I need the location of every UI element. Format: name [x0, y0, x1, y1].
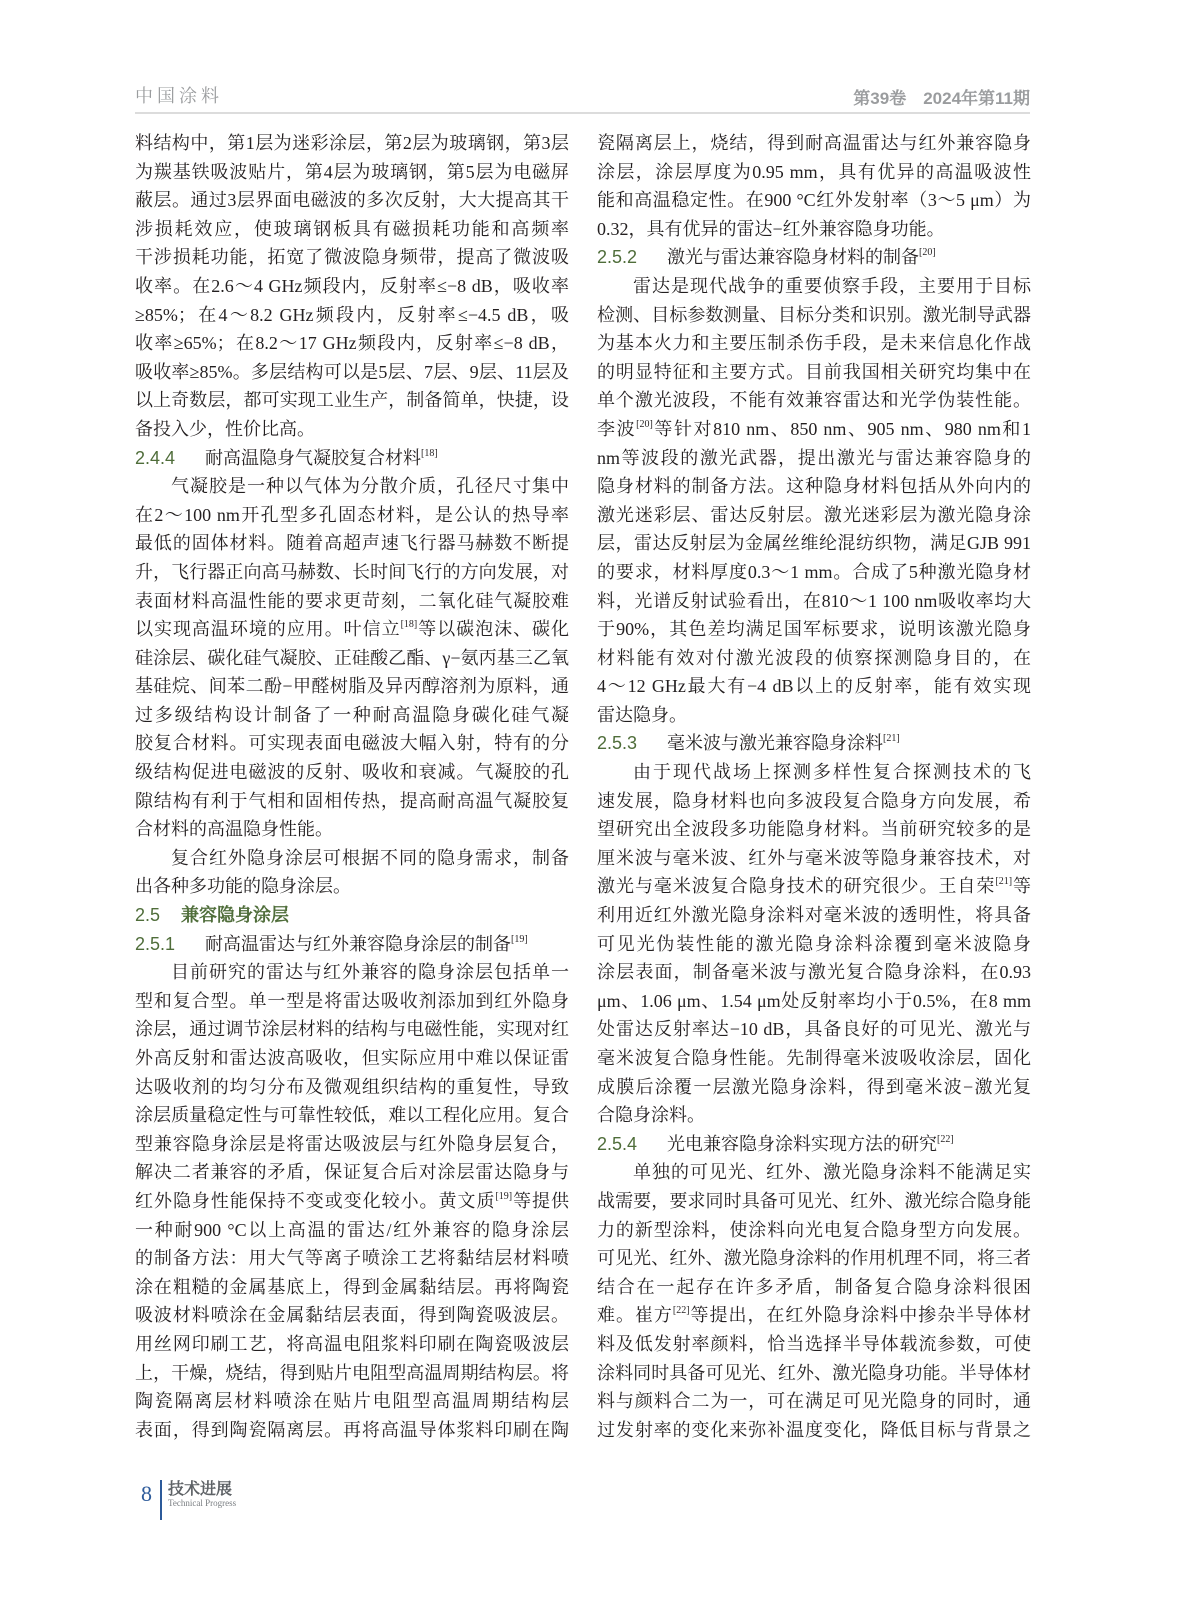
text-line	[597, 415, 1031, 444]
text-run: 以上奇数层，都可实现工业生产，制备简单，快捷，设	[135, 390, 569, 411]
text-run: 为羰基铁吸波贴片，第4层为玻璃钢，第5层为电磁屏	[135, 161, 569, 182]
text-run: 厘米波与毫米波、红外与毫米波等隐身兼容技术，对	[597, 847, 1031, 868]
text-run: 型和复合型。单一型是将雷达吸收剂添加到红外隐身	[135, 990, 569, 1011]
text-run: 最低的固体材料。随着高超声速飞行器马赫数不断提	[135, 533, 569, 554]
text-line	[597, 1273, 1031, 1302]
text-run: 0.32，具有优异的雷达−红外兼容隐身功能。	[597, 218, 945, 239]
text-run: 材料能有效对付激光波段的侦察探测隐身目的，在	[597, 647, 1031, 668]
text-line	[597, 501, 1031, 530]
text-line	[597, 844, 1031, 873]
text-line	[597, 129, 1031, 158]
text-line	[135, 1359, 569, 1388]
text-line	[135, 1216, 569, 1245]
paragraph	[135, 958, 569, 1444]
text-run: 料与颜料合二为一，可在满足可见光隐身的同时，通	[597, 1391, 1031, 1412]
text-line	[135, 472, 569, 501]
text-line	[597, 701, 1031, 730]
text-line	[597, 672, 1031, 701]
text-line	[135, 1158, 569, 1187]
heading-title: 毫米波与激光兼容隐身涂料[21]	[667, 733, 900, 754]
text-run: 的要求，材料厚度0.3～1 mm。合成了5种激光隐身材	[597, 561, 1031, 582]
heading-number: 2.5.3	[597, 733, 638, 754]
text-run: 单个激光波段，不能有效兼容雷达和光学伪装性能。	[597, 390, 1031, 411]
text-run: 级结构促进电磁波的反射、吸收和衰减。气凝胶的孔	[135, 762, 569, 783]
paragraph	[597, 1158, 1031, 1444]
text-run: 出各种多功能的隐身涂层。	[135, 876, 351, 897]
text-line	[135, 358, 569, 387]
text-line	[135, 301, 569, 330]
text-line	[135, 1130, 569, 1159]
text-run: 解决二者兼容的矛盾，保证复合后对涂层雷达隐身与	[135, 1162, 569, 1183]
citation-ref: [21]	[883, 733, 900, 745]
text-line	[597, 1073, 1031, 1102]
paragraph	[135, 472, 569, 844]
text-line	[135, 815, 569, 844]
text-line	[597, 1330, 1031, 1359]
text-line	[135, 729, 569, 758]
text-line	[135, 329, 569, 358]
text-run: 合隐身涂料。	[597, 1105, 705, 1126]
text-line	[135, 558, 569, 587]
text-line	[597, 444, 1031, 473]
text-line	[135, 987, 569, 1016]
heading-number: 2.4.4	[135, 447, 176, 468]
text-run: 检测、目标参数测量、目标分类和识别。激光制导武器	[597, 304, 1031, 325]
text-run: 上，干燥，烧结，得到贴片电阻型高温周期结构层。将	[135, 1362, 569, 1383]
text-run: 隙结构有利于气相和固相传热，提高耐高温气凝胶复	[135, 790, 569, 811]
text-line	[597, 472, 1031, 501]
text-run: 涂层，通过调节涂层材料的结构与电磁性能，实现对红	[135, 1019, 569, 1040]
text-line	[135, 501, 569, 530]
text-line	[135, 1387, 569, 1416]
text-line	[135, 758, 569, 787]
text-line	[597, 1015, 1031, 1044]
heading-title: 兼容隐身涂层	[181, 905, 289, 926]
text-run: 4～12 GHz最大有−4 dB以上的反射率，能有效实现	[597, 676, 1031, 697]
citation-ref: [18]	[400, 619, 418, 631]
text-line	[135, 272, 569, 301]
text-line	[597, 1187, 1031, 1216]
text-line	[135, 958, 569, 987]
text-run: 收率。在2.6～4 GHz频段内，反射率≤−8 dB，吸收率	[135, 275, 569, 296]
text-line	[597, 901, 1031, 930]
text-line	[597, 930, 1031, 959]
text-run: 涂层质量稳定性与可靠性较低，难以工程化应用。复合	[135, 1105, 569, 1126]
text-line	[597, 301, 1031, 330]
text-run: 李波	[597, 418, 637, 439]
heading-title: 激光与雷达兼容隐身材料的制备[20]	[667, 247, 936, 268]
text-run: 难。崔方	[597, 1305, 673, 1326]
text-run: 利用近红外激光隐身涂料对毫米波的透明性，将具备	[597, 905, 1031, 926]
text-line	[597, 272, 1031, 301]
text-line	[597, 329, 1031, 358]
text-run: 吸波材料喷涂在金属黏结层表面，得到陶瓷吸波层。	[135, 1305, 569, 1326]
text-run: 涂料同时具备可见光、红外、激光隐身功能。半导体材	[597, 1362, 1031, 1383]
text-line	[135, 872, 569, 901]
text-run: 结合在一起存在许多矛盾，制备复合隐身涂料很困	[597, 1276, 1031, 1297]
page-number: 8	[141, 1481, 152, 1506]
text-run: 由于现代战场上探测多样性复合探测技术的飞	[633, 762, 1031, 783]
section-label-en: Technical Progress	[168, 1498, 237, 1508]
text-line	[135, 1244, 569, 1273]
text-line	[135, 844, 569, 873]
text-line	[135, 587, 569, 616]
text-run: 等针对810 nm、850 nm、905 nm、980 nm和1	[652, 418, 1031, 439]
text-run: 涉损耗效应，使玻璃钢板具有磁损耗功能和高频率	[135, 218, 569, 239]
text-line	[135, 615, 569, 644]
header-divider	[135, 112, 1030, 114]
citation-ref: [21]	[995, 876, 1013, 888]
subsection-heading	[135, 930, 569, 959]
text-run: 用丝网印刷工艺，将高温电阻浆料印刷在陶瓷吸波层	[135, 1333, 569, 1354]
citation-ref: [22]	[672, 1305, 690, 1317]
paragraph	[135, 844, 569, 901]
text-line	[597, 386, 1031, 415]
text-run: 陶瓷隔离层材料喷涂在贴片电阻型高温周期结构层	[135, 1391, 569, 1412]
text-run: 以实现高温环境的应用。叶信立	[135, 619, 401, 640]
text-line	[135, 415, 569, 444]
text-run: 料，光谱反射试验看出，在810～1 100 nm吸收率均大	[597, 590, 1031, 611]
text-run: 的制备方法：用大气等离子喷涂工艺将黏结层材料喷	[135, 1248, 569, 1269]
text-line	[135, 129, 569, 158]
text-run: 涂层表面，制备毫米波与激光复合隐身涂料，在0.93	[597, 962, 1031, 983]
text-run: 吸收率≥85%。多层结构可以是5层、7层、9层、11层及	[135, 361, 569, 382]
text-line	[135, 1187, 569, 1216]
text-line	[597, 215, 1031, 244]
text-run: 表面，得到陶瓷隔离层。再将高温导体浆料印刷在陶	[135, 1419, 569, 1440]
text-line	[597, 529, 1031, 558]
text-line	[597, 1416, 1031, 1445]
text-line	[135, 1044, 569, 1073]
text-run: 外高反射和雷达波高吸收，但实际应用中难以保证雷	[135, 1048, 569, 1068]
subsection-heading	[597, 243, 1031, 272]
text-line	[597, 1044, 1031, 1073]
text-line	[597, 987, 1031, 1016]
text-run: 成膜后涂覆一层激光隐身涂料，得到毫米波−激光复	[597, 1076, 1031, 1097]
text-run: 可见光伪装性能的激光隐身涂料涂覆到毫米波隐身	[597, 933, 1031, 954]
column-left	[135, 129, 569, 1444]
text-line	[597, 787, 1031, 816]
text-run: 瓷隔离层上，烧结，得到耐高温雷达与红外兼容隐身	[597, 133, 1031, 153]
text-run: ≥85%；在4～8.2 GHz频段内，反射率≤−4.5 dB，吸	[135, 304, 569, 325]
section-label: 技术进展	[168, 1481, 233, 1498]
issue-info: 第39卷 2024年第11期	[853, 89, 1030, 108]
text-line	[135, 1073, 569, 1102]
text-run: 的明显特征和主要方式。目前我国相关研究均集中在	[597, 361, 1031, 382]
text-line	[135, 158, 569, 187]
text-line	[135, 386, 569, 415]
text-line	[597, 1244, 1031, 1273]
text-run: 等提供	[512, 1190, 569, 1211]
subsection-heading	[135, 444, 569, 473]
citation-ref: [20]	[919, 247, 936, 259]
text-run: 基硅烷、间苯二酚−甲醛树脂及异丙醇溶剂为原料，通	[135, 676, 569, 697]
text-line	[135, 1101, 569, 1130]
text-line	[135, 186, 569, 215]
text-line	[135, 787, 569, 816]
paragraph	[135, 129, 569, 444]
column-right	[597, 129, 1031, 1444]
text-run: 升，飞行器正向高马赫数、长时间飞行的方向发展，对	[135, 561, 569, 582]
text-line	[597, 1158, 1031, 1187]
text-line	[597, 358, 1031, 387]
text-run: 达吸收剂的均匀分布及微观组织结构的重复性，导致	[135, 1076, 569, 1097]
text-line	[597, 1101, 1031, 1130]
text-line	[597, 1359, 1031, 1388]
text-line	[135, 1273, 569, 1302]
text-run: 为基本火力和主要压制杀伤手段，是未来信息化作战	[597, 333, 1031, 354]
text-run: 涂在粗糙的金属基底上，得到金属黏结层。再将陶瓷	[135, 1276, 569, 1297]
text-run: 激光迷彩层、雷达反射层。激光迷彩层为激光隐身涂	[597, 504, 1031, 525]
text-line	[597, 1387, 1031, 1416]
text-run: 干涉损耗功能，拓宽了微波隐身频带，提高了微波吸	[135, 247, 569, 268]
subsection-heading	[597, 1130, 1031, 1159]
text-run: 等以碳泡沫、碳化	[417, 619, 569, 640]
text-run: 等	[1012, 876, 1031, 897]
text-run: 等提出，在红外隐身涂料中掺杂半导体材	[689, 1305, 1031, 1326]
text-line	[135, 644, 569, 673]
text-run: 型兼容隐身涂层是将雷达吸波层与红外隐身层复合，	[135, 1133, 569, 1154]
text-run: 单独的可见光、红外、激光隐身涂料不能满足实	[633, 1162, 1031, 1183]
text-run: nm等波段的激光武器，提出激光与雷达兼容隐身的	[597, 447, 1031, 468]
text-run: 红外隐身性能保持不变或变化较小。黄文质	[135, 1190, 496, 1211]
text-run: 料结构中，第1层为迷彩涂层，第2层为玻璃钢，第3层	[135, 133, 569, 153]
paragraph	[597, 272, 1031, 730]
text-run: 层，雷达反射层为金属丝维纶混纺织物，满足GJB 991	[597, 533, 1031, 554]
text-run: 力的新型涂料，使涂料向光电复合隐身型方向发展。	[597, 1219, 1031, 1240]
text-run: 在2～100 nm开孔型多孔固态材料，是公认的热导率	[135, 504, 569, 525]
text-line	[597, 758, 1031, 787]
text-line	[597, 1301, 1031, 1330]
text-line	[135, 672, 569, 701]
text-run: 气凝胶是一种以气体为分散介质，孔径尺寸集中	[171, 476, 569, 497]
text-run: 过多级结构设计制备了一种耐高温隐身碳化硅气凝	[135, 704, 569, 725]
text-run: 一种耐900 °C以上高温的雷达/红外兼容的隐身涂层	[135, 1219, 569, 1240]
text-run: 激光与毫米波复合隐身技术的研究很少。王自荣	[597, 876, 996, 897]
citation-ref: [22]	[937, 1133, 954, 1145]
text-run: 硅涂层、碳化硅气凝胶、正硅酸乙酯、γ−氨丙基三乙氧	[135, 647, 569, 668]
text-line	[135, 215, 569, 244]
text-line	[597, 815, 1031, 844]
text-line	[597, 1216, 1031, 1245]
paragraph	[597, 758, 1031, 1130]
text-line	[597, 958, 1031, 987]
text-run: 复合红外隐身涂层可根据不同的隐身需求，制备	[171, 847, 569, 868]
text-run: 目前研究的雷达与红外兼容的隐身涂层包括单一	[171, 962, 569, 983]
text-run: 隐身材料的制备方法。这种隐身材料包括从外向内的	[597, 476, 1031, 497]
text-run: 于90%，其色差均满足国军标要求，说明该激光隐身	[597, 619, 1031, 640]
text-line	[597, 186, 1031, 215]
text-line	[135, 1015, 569, 1044]
text-line	[597, 644, 1031, 673]
text-line	[135, 701, 569, 730]
heading-title: 耐高温隐身气凝胶复合材料[18]	[205, 447, 438, 468]
text-line	[135, 1330, 569, 1359]
text-run: 胶复合材料。可实现表面电磁波大幅入射，特有的分	[135, 733, 569, 754]
footer-divider	[160, 1480, 162, 1520]
heading-title: 光电兼容隐身涂料实现方法的研究[22]	[667, 1133, 954, 1154]
text-run: 毫米波复合隐身性能。先制得毫米波吸收涂层，固化	[597, 1048, 1031, 1068]
text-run: 战需要，要求同时具备可见光、红外、激光综合隐身能	[597, 1190, 1031, 1211]
text-run: 望研究出全波段多功能隐身材料。当前研究较多的是	[597, 819, 1031, 840]
text-run: 备投入少，性价比高。	[135, 418, 315, 439]
text-line	[135, 243, 569, 272]
heading-title: 耐高温雷达与红外兼容隐身涂层的制备[19]	[205, 933, 528, 954]
text-line	[597, 872, 1031, 901]
citation-ref: [19]	[511, 933, 528, 945]
heading-number: 2.5.2	[597, 247, 638, 268]
text-run: 表面材料高温性能的要求更苛刻，二氧化硅气凝胶难	[135, 590, 569, 611]
citation-ref: [20]	[636, 418, 653, 430]
text-run: 料及低发射率颜料，恰当选择半导体载流参数，可使	[597, 1333, 1031, 1354]
text-line	[597, 558, 1031, 587]
text-run: 收率≥65%；在8.2～17 GHz频段内，反射率≤−8 dB，	[135, 333, 569, 354]
text-run: 速发展，隐身材料也向多波段复合隐身方向发展，希	[597, 790, 1031, 811]
text-line	[597, 158, 1031, 187]
text-line	[135, 1416, 569, 1445]
citation-ref: [19]	[495, 1190, 513, 1202]
text-line	[135, 1301, 569, 1330]
journal-name: 中国涂料	[135, 86, 223, 106]
text-run: 过发射率的变化来弥补温度变化，降低目标与背景之	[597, 1419, 1031, 1440]
text-line	[597, 587, 1031, 616]
heading-number: 2.5.4	[597, 1133, 638, 1154]
text-run: 可见光、红外、激光隐身涂料的作用机理不同，将三者	[597, 1248, 1031, 1269]
text-run: 合材料的高温隐身性能。	[135, 819, 333, 840]
text-line	[135, 529, 569, 558]
text-run: μm、1.06 μm、1.54 μm处反射率均小于0.5%，在8 mm	[597, 990, 1031, 1011]
heading-number: 2.5	[135, 905, 161, 926]
text-run: 蔽层。通过3层界面电磁波的多次反射，大大提高其干	[135, 190, 569, 211]
text-run: 涂层，涂层厚度为0.95 mm，具有优异的高温吸波性	[597, 161, 1031, 182]
citation-ref: [18]	[421, 447, 438, 459]
text-run: 雷达是现代战争的重要侦察手段，主要用于目标	[633, 275, 1031, 296]
text-run: 雷达隐身。	[597, 704, 687, 725]
subsection-heading	[597, 729, 1031, 758]
text-line	[597, 615, 1031, 644]
section-heading	[135, 901, 569, 930]
text-run: 能和高温稳定性。在900 °C红外发射率（3～5 μm）为	[597, 190, 1031, 211]
heading-number: 2.5.1	[135, 933, 176, 954]
paragraph	[597, 129, 1031, 243]
text-run: 处雷达反射率达−10 dB，具备良好的可见光、激光与	[597, 1019, 1031, 1040]
